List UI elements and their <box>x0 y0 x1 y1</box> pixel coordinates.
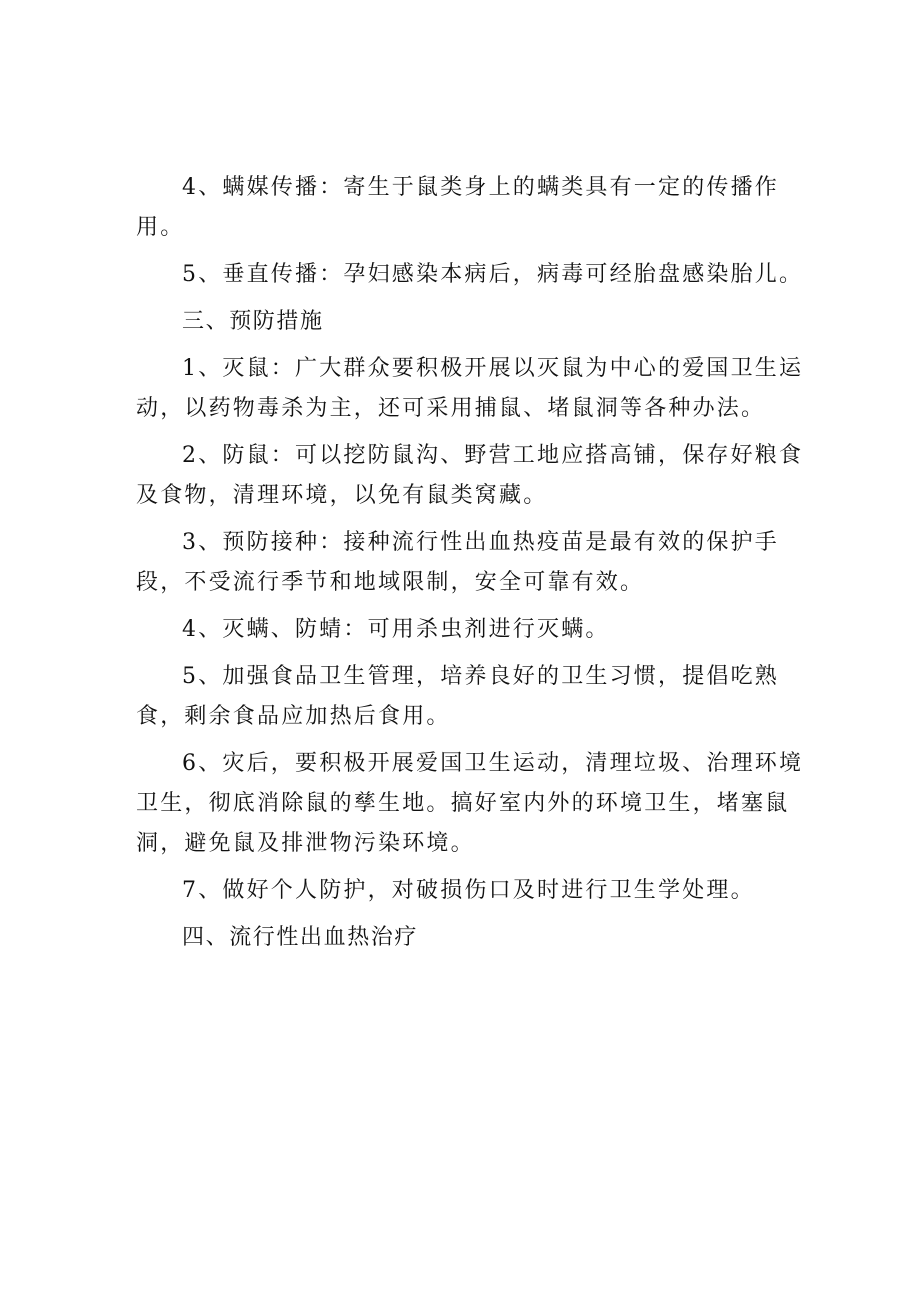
paragraph-food-hygiene: 5、加强食品卫生管理，培养良好的卫生习惯，提倡吃熟食，剩余食品应加热后食用。 <box>136 664 779 729</box>
paragraph-rodent-prevention: 2、防鼠：可以挖防鼠沟、野营工地应搭高铺，保存好粮食及食物，清理环境，以免有鼠类窝藏。 <box>136 443 804 508</box>
paragraph-mite-transmission: 4、螨媒传播：寄生于鼠类身上的螨类具有一定的传播作 用。 <box>136 175 779 240</box>
document-body <box>136 168 804 958</box>
section-heading-prevention: 三、预防措施 <box>182 309 324 334</box>
paragraph-post-disaster: 6、灾后，要积极开展爱国卫生运动，清理垃圾、治理环境卫生，彻底消除鼠的孳生地。搞好室内外的环境卫生，堵塞鼠洞，避免鼠及排泄物污染环境。 <box>136 751 804 856</box>
paragraph-personal-protection: 7、做好个人防护，对破损伤口及时进行卫生学处理。 <box>182 878 755 903</box>
paragraph-vaccination: 3、预防接种：接种流行性出血热疫苗是最有效的保护手段，不受流行季节和地域限制，安全可靠有效。 <box>136 530 779 595</box>
paragraph-vertical-transmission: 5、垂直传播：孕妇感染本病后，病毒可经胎盘感染胎儿。 <box>182 262 804 287</box>
paragraph-rodent-control: 1、灭鼠：广大群众要积极开展以灭鼠为中心的爱国卫生运动，以药物毒杀为主，还可采用捕鼠、堵鼠洞等各种办法。 <box>136 356 804 421</box>
paragraph-mite-control: 4、灭螨、防蜻：可用杀虫剂进行灭螨。 <box>182 617 610 642</box>
section-heading-treatment: 四、流行性出血热治疗 <box>182 925 419 950</box>
